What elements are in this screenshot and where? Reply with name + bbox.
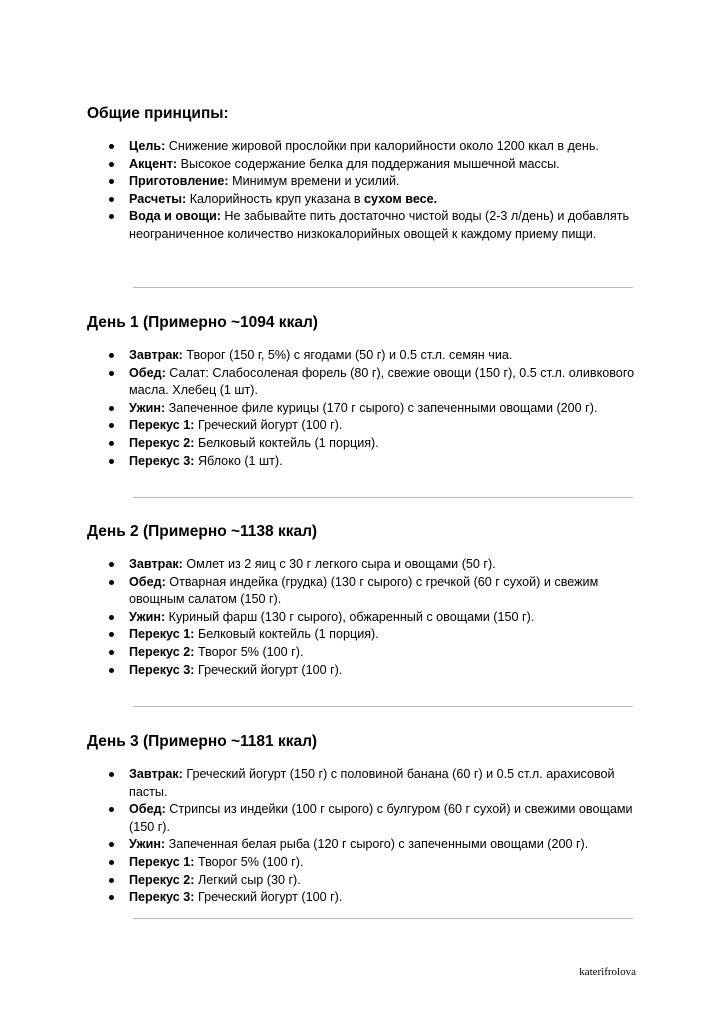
bullet-icon	[109, 615, 114, 620]
bullet-icon	[109, 807, 114, 812]
meal-label: Перекус 1:	[129, 627, 195, 642]
meal-label: Перекус 2:	[129, 435, 195, 450]
item-text: Калорийность круп указана в	[189, 191, 361, 206]
meal-label: Ужин:	[129, 609, 166, 624]
item-text: Снижение жировой прослойки при калорийности около 1200 ккал в день.	[168, 139, 599, 153]
item-label: Цель:	[129, 139, 166, 153]
day-1-heading: День 1 (Примерно ~1094 ккал)	[87, 314, 318, 331]
meal-text: Запеченная белая рыба (120 г сырого) с запеченными овощами (200 г).	[168, 837, 589, 852]
bullet-icon	[109, 632, 114, 637]
meal-label: Обед:	[129, 365, 166, 380]
meal-text: Творог (150 г, 5%) с ягодами (50 г) и 0.5 ст.л. семян чиа.	[186, 348, 513, 362]
bullet-icon	[109, 179, 114, 184]
bullet-icon	[109, 353, 114, 358]
principle-item	[87, 191, 637, 209]
principle-item	[87, 208, 637, 243]
meal-item	[87, 644, 637, 662]
principle-item	[87, 156, 637, 174]
meal-text: Греческий йогурт (100 г).	[197, 662, 343, 677]
meal-text: Греческий йогурт (100 г).	[197, 418, 343, 433]
meal-text: Греческий йогурт (150 г) с половиной банана (60 г) и 0.5 ст.л. арахисовой пасты.	[129, 767, 615, 799]
day-3-heading: День 3 (Примерно ~1181 ккал)	[87, 733, 318, 750]
meal-text: Творог 5% (100 г).	[197, 854, 304, 869]
section-divider	[133, 918, 633, 919]
meal-label: Завтрак:	[129, 767, 183, 781]
meal-text: Салат: Слабосоленая форель (80 г), свежие овощи (150 г), 0.5 ст.л. оливкового масла. Хлебец (1 шт).	[129, 365, 635, 398]
bullet-icon	[109, 668, 114, 673]
bullet-icon	[109, 772, 114, 777]
principle-item	[87, 173, 637, 191]
meal-item	[87, 400, 637, 418]
meal-item	[87, 662, 637, 680]
meal-text: Куриный фарш (130 г сырого), обжаренный с овощами (150 г).	[168, 609, 535, 624]
meal-text: Греческий йогурт (100 г).	[197, 890, 343, 905]
principles-heading: Общие принципы:	[87, 105, 229, 122]
day-2-heading: День 2 (Примерно ~1138 ккал)	[87, 523, 318, 540]
meal-label: Завтрак:	[129, 348, 183, 362]
meal-text: Отварная индейка (грудка) (130 г сырого) с гречкой (60 г сухой) и свежим овощным салатом (150 г).	[129, 574, 599, 607]
meal-label: Перекус 3:	[129, 662, 195, 677]
meal-item	[87, 889, 637, 907]
bullet-icon	[109, 895, 114, 900]
meal-label: Перекус 3:	[129, 453, 195, 468]
meal-item	[87, 836, 637, 854]
bullet-icon	[109, 214, 114, 219]
section-divider	[133, 497, 633, 498]
bullet-icon	[109, 580, 114, 585]
bullet-icon	[109, 371, 114, 376]
meal-text: Яблоко (1 шт).	[197, 453, 283, 468]
item-label: Приготовление:	[129, 174, 229, 189]
bullet-icon	[109, 441, 114, 446]
section-divider	[133, 706, 633, 707]
meal-label: Обед:	[129, 574, 166, 589]
item-text: Минимум времени и усилий.	[232, 174, 400, 189]
meal-item	[87, 854, 637, 872]
meal-label: Перекус 3:	[129, 890, 195, 905]
meal-item	[87, 453, 637, 471]
day-1-meal-list	[87, 347, 637, 470]
meal-label: Перекус 1:	[129, 418, 195, 433]
meal-item	[87, 347, 637, 365]
meal-text: Творог 5% (100 г).	[197, 644, 304, 659]
meal-item	[87, 417, 637, 435]
bullet-icon	[109, 144, 114, 149]
meal-item	[87, 574, 637, 609]
meal-item	[87, 556, 637, 574]
meal-item	[87, 872, 637, 890]
principles-list	[87, 138, 637, 244]
bullet-icon	[109, 878, 114, 883]
item-text: Высокое содержание белка для поддержания мышечной массы.	[180, 156, 560, 171]
bullet-icon	[109, 406, 114, 411]
bullet-icon	[109, 459, 114, 464]
principle-item	[87, 138, 637, 156]
meal-text: Стрипсы из индейки (100 г сырого) с булгуром (60 г сухой) и свежими овощами (150 г).	[129, 802, 633, 834]
footer-author: katerifrolova	[579, 966, 636, 978]
bullet-icon	[109, 162, 114, 167]
meal-item	[87, 801, 637, 836]
item-bold-tail: сухом весе.	[364, 191, 438, 206]
meal-label: Ужин:	[129, 400, 166, 415]
bullet-icon	[109, 423, 114, 428]
item-label: Акцент:	[129, 156, 178, 171]
meal-text: Запеченное филе курицы (170 г сырого) с запеченными овощами (200 г).	[168, 400, 598, 415]
meal-label: Обед:	[129, 802, 166, 817]
item-label: Расчеты:	[129, 191, 187, 206]
meal-text: Белковый коктейль (1 порция).	[197, 435, 379, 450]
meal-label: Перекус 1:	[129, 854, 195, 869]
meal-item	[87, 626, 637, 644]
item-text: Не забывайте пить достаточно чистой воды (2-3 л/день) и добавлять неограниченное количество низкокалорийных овощей к каждому приему пищи.	[129, 209, 630, 241]
meal-text: Легкий сыр (30 г).	[197, 872, 301, 887]
meal-label: Перекус 2:	[129, 644, 195, 659]
meal-item	[87, 365, 637, 400]
meal-item	[87, 435, 637, 453]
meal-text: Омлет из 2 яиц с 30 г легкого сыра и овощами (50 г).	[186, 557, 496, 571]
day-2-meal-list	[87, 556, 637, 679]
bullet-icon	[109, 197, 114, 202]
item-label: Вода и овощи:	[129, 209, 221, 224]
bullet-icon	[109, 842, 114, 847]
section-divider	[133, 287, 633, 288]
day-3-meal-list	[87, 766, 637, 907]
meal-item	[87, 766, 637, 801]
meal-text: Белковый коктейль (1 порция).	[197, 627, 379, 642]
bullet-icon	[109, 860, 114, 865]
meal-item	[87, 609, 637, 627]
meal-label: Перекус 2:	[129, 872, 195, 887]
bullet-icon	[109, 562, 114, 567]
meal-label: Ужин:	[129, 837, 166, 852]
meal-label: Завтрак:	[129, 557, 183, 571]
bullet-icon	[109, 650, 114, 655]
